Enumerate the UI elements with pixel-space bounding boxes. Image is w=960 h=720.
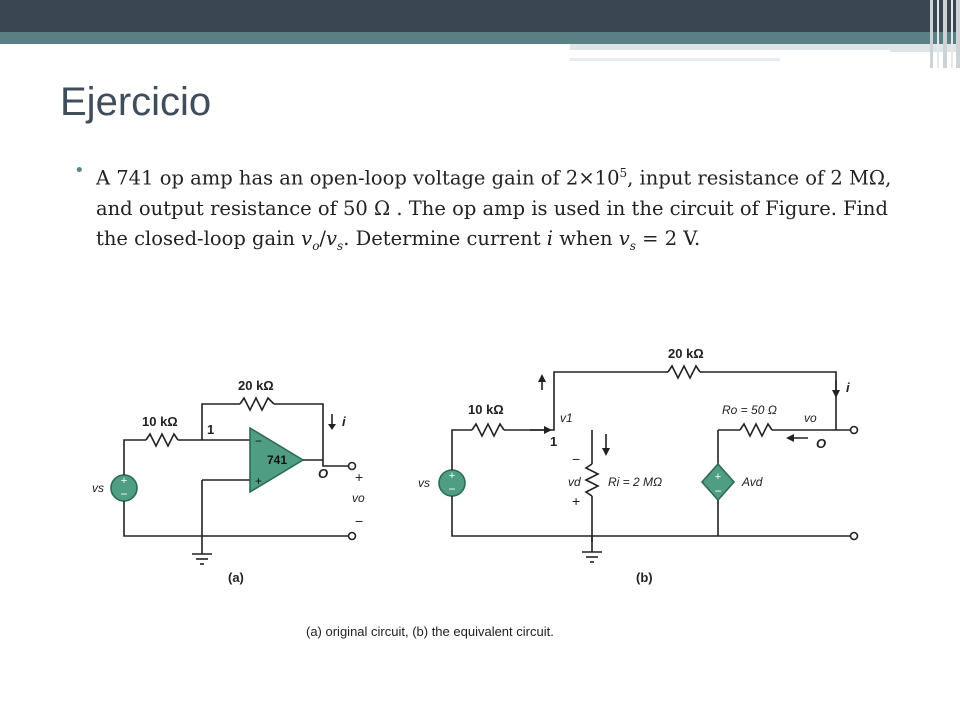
circuit-a	[92, 378, 365, 585]
svg-text:−: −	[255, 434, 263, 448]
header-line	[570, 58, 780, 61]
svg-text:−: −	[120, 487, 128, 501]
bullet-dot: •	[74, 160, 85, 181]
svg-text:20 kΩ: 20 kΩ	[668, 346, 704, 361]
header-band-dark	[0, 0, 960, 32]
svg-text:vs: vs	[418, 476, 430, 490]
resistor-10k-b	[472, 424, 504, 436]
svg-text:+: +	[572, 493, 581, 509]
svg-text:i: i	[846, 380, 850, 395]
svg-text:10 kΩ: 10 kΩ	[142, 414, 178, 429]
resistor-ro	[740, 424, 772, 436]
svg-text:+: +	[714, 471, 722, 483]
svg-text:741: 741	[267, 453, 288, 467]
svg-text:+: +	[255, 474, 263, 488]
header-edge-decoration	[928, 0, 960, 68]
svg-text:vo: vo	[352, 491, 365, 505]
svg-text:O: O	[318, 466, 329, 481]
svg-text:+: +	[120, 475, 128, 487]
svg-text:vd: vd	[568, 475, 581, 489]
svg-text:Ri = 2 MΩ: Ri = 2 MΩ	[608, 475, 663, 489]
svg-text:Ro = 50 Ω: Ro = 50 Ω	[722, 403, 777, 417]
svg-text:+: +	[355, 469, 364, 485]
circuit-figure	[80, 330, 880, 660]
svg-text:v1: v1	[560, 411, 573, 425]
svg-text:1: 1	[207, 422, 215, 437]
svg-text:20 kΩ: 20 kΩ	[238, 378, 274, 393]
figure-caption: (a) original circuit, (b) the equivalent circuit.	[306, 624, 554, 639]
resistor-20k-b	[668, 366, 700, 378]
circuit-b	[418, 346, 858, 585]
problem-text: A 741 op amp has an open-loop voltage gain of $2\times 10^5$, input resistance of 2 MΩ, and output resistance of 50 Ω . The op amp is used in the circuit of Figure. Find the closed-loop gain $v_o/v_s$. Determine current i when $v_s = 2$ V.	[96, 166, 892, 253]
resistor-ri	[586, 464, 598, 496]
resistor-20k-a	[240, 398, 274, 410]
svg-text:10 kΩ: 10 kΩ	[468, 402, 504, 417]
resistor-10k-a	[146, 434, 178, 446]
svg-text:−: −	[448, 482, 456, 496]
svg-text:Avd: Avd	[742, 475, 763, 489]
svg-text:O: O	[816, 436, 827, 451]
svg-text:1: 1	[550, 434, 558, 449]
svg-text:−: −	[714, 484, 722, 498]
header-band-teal	[0, 32, 960, 44]
svg-text:vs: vs	[92, 481, 104, 495]
svg-text:i: i	[342, 414, 346, 429]
svg-text:(b): (b)	[636, 570, 653, 585]
svg-text:−: −	[355, 513, 364, 529]
bullet-item	[74, 158, 894, 260]
svg-text:+: +	[448, 470, 456, 482]
slide-title: Ejercicio	[60, 80, 212, 124]
svg-text:−: −	[572, 451, 581, 467]
svg-text:(a): (a)	[228, 570, 244, 585]
header-line	[570, 50, 890, 52]
svg-text:vo: vo	[804, 411, 817, 425]
